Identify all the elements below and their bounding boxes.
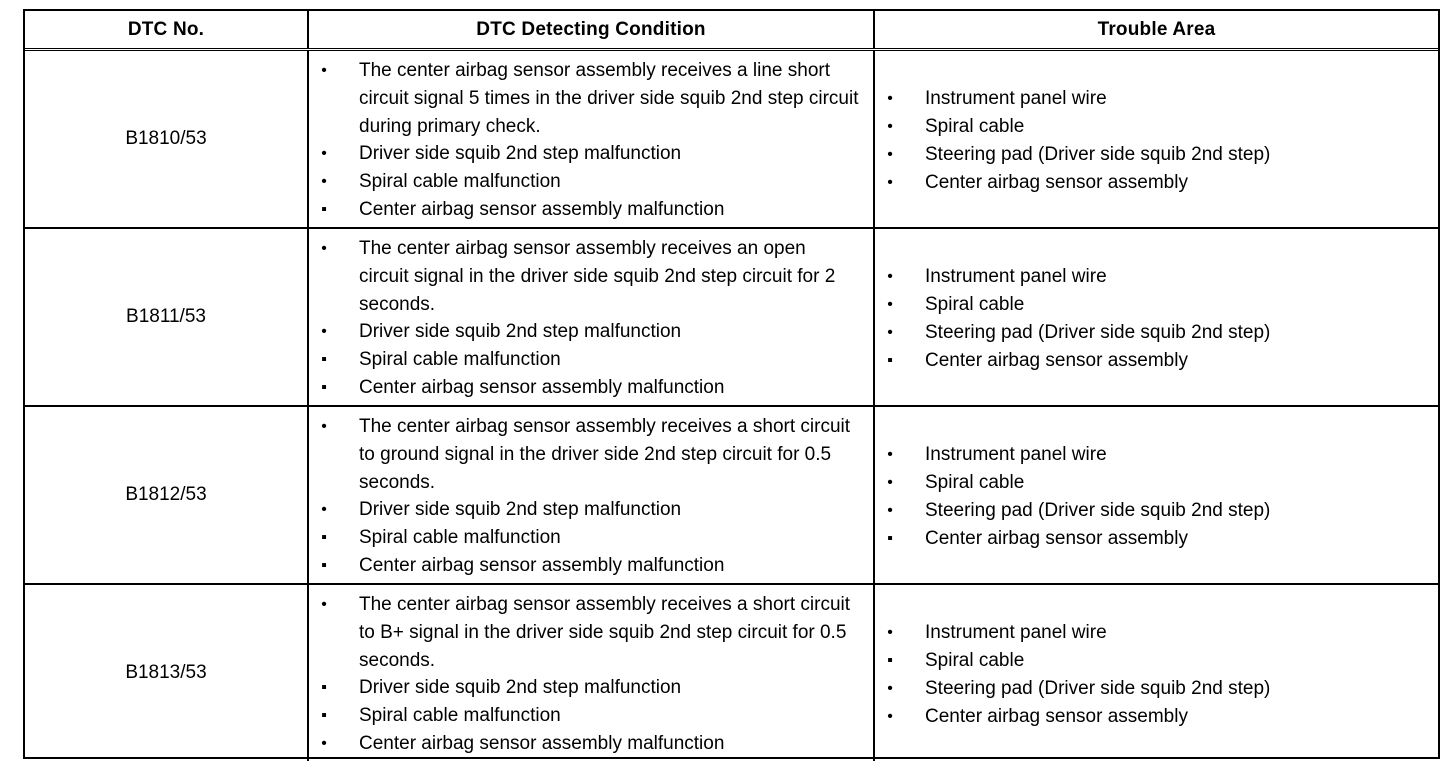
bullet-icon: • [887, 268, 893, 286]
list-item: • Center airbag sensor assembly [885, 169, 1270, 197]
list-item: ▪ Center airbag sensor assembly malfunction [319, 196, 867, 224]
condition-cell [309, 229, 875, 405]
condition-list [319, 591, 867, 758]
bullet-icon: ▪ [321, 351, 327, 369]
bullet-icon: • [887, 146, 893, 163]
condition-cell [309, 51, 875, 227]
trouble-area-list [885, 85, 1270, 196]
bullet-icon: • [887, 707, 893, 725]
list-item: ▪ Spiral cable [885, 647, 1270, 675]
table-row [25, 407, 1438, 585]
bullet-icon: • [321, 62, 327, 79]
list-item: • Steering pad (Driver side squib 2nd step) [885, 497, 1270, 525]
trouble-area-list [885, 619, 1270, 730]
condition-cell [309, 585, 875, 761]
list-item: • Driver side squib 2nd step malfunction [319, 318, 867, 346]
table-row [25, 51, 1438, 229]
bullet-icon: • [321, 418, 327, 435]
list-item: • Spiral cable [885, 113, 1270, 141]
header-dtc-no: DTC No. [25, 11, 309, 48]
bullet-icon: • [887, 118, 893, 136]
bullet-icon: • [887, 173, 893, 191]
bullet-icon: • [887, 324, 893, 341]
list-item: ▪ Spiral cable malfunction [319, 524, 867, 552]
dtc-table [23, 9, 1440, 759]
trouble-area-cell [875, 585, 1438, 761]
bullet-icon: • [321, 323, 327, 341]
list-item: ▪ Center airbag sensor assembly malfunction [319, 552, 867, 580]
condition-list [319, 235, 867, 402]
bullet-icon: ▪ [321, 529, 327, 547]
list-item: • Instrument panel wire [885, 619, 1270, 647]
dtc-code: B1813/53 [25, 585, 309, 761]
bullet-icon: • [887, 446, 893, 464]
trouble-area-list [885, 441, 1270, 552]
bullet-icon: • [887, 90, 893, 108]
list-item: • Spiral cable [885, 291, 1270, 319]
bullet-icon: • [321, 501, 327, 519]
list-item: • Center airbag sensor assembly malfunction [319, 730, 867, 758]
bullet-icon: • [321, 145, 327, 163]
list-item: ▪ Center airbag sensor assembly [885, 347, 1270, 375]
table-row [25, 585, 1438, 761]
bullet-icon: ▪ [887, 351, 893, 369]
list-item: • Steering pad (Driver side squib 2nd step) [885, 141, 1270, 169]
list-item: • The center airbag sensor assembly receives a line short circuit signal 5 times in the driver side squib 2nd step circuit during primary check. [319, 57, 867, 140]
trouble-area-cell [875, 229, 1438, 405]
table-row [25, 229, 1438, 407]
bullet-icon: • [887, 624, 893, 642]
list-item: ▪ Spiral cable malfunction [319, 346, 867, 374]
list-item: ▪ Spiral cable malfunction [319, 702, 867, 730]
dtc-code: B1810/53 [25, 51, 309, 227]
bullet-icon: ▪ [321, 679, 327, 697]
bullet-icon: • [321, 173, 327, 191]
condition-list [319, 57, 867, 224]
condition-list [319, 413, 867, 580]
bullet-icon: • [887, 474, 893, 492]
table-header-row [25, 11, 1438, 51]
list-item: ▪ Center airbag sensor assembly malfunction [319, 374, 867, 402]
condition-cell [309, 407, 875, 583]
list-item: • Driver side squib 2nd step malfunction [319, 496, 867, 524]
list-item: • Spiral cable [885, 469, 1270, 497]
bullet-icon: • [321, 596, 327, 613]
bullet-icon: • [321, 734, 327, 752]
bullet-icon: • [887, 502, 893, 519]
dtc-code: B1811/53 [25, 229, 309, 405]
bullet-icon: • [887, 296, 893, 314]
bullet-icon: ▪ [321, 707, 327, 725]
list-item: • Instrument panel wire [885, 263, 1270, 291]
bullet-icon: ▪ [321, 200, 327, 218]
bullet-icon: ▪ [321, 556, 327, 574]
list-item: ▪ Center airbag sensor assembly [885, 525, 1270, 553]
list-item: ▪ Driver side squib 2nd step malfunction [319, 674, 867, 702]
header-trouble-area: Trouble Area [1097, 18, 1216, 40]
bullet-icon: ▪ [887, 529, 893, 547]
bullet-icon: ▪ [887, 652, 893, 670]
list-item: • Steering pad (Driver side squib 2nd step) [885, 319, 1270, 347]
trouble-area-list [885, 263, 1270, 374]
list-item: • The center airbag sensor assembly receives a short circuit to ground signal in the driver side 2nd step circuit for 0.5 seconds. [319, 413, 867, 496]
trouble-area-cell [875, 407, 1438, 583]
list-item: • Steering pad (Driver side squib 2nd step) [885, 675, 1270, 703]
dtc-code: B1812/53 [25, 407, 309, 583]
list-item: • The center airbag sensor assembly receives a short circuit to B+ signal in the driver side squib 2nd step circuit for 0.5 seconds. [319, 591, 867, 674]
list-item: • Center airbag sensor assembly [885, 703, 1270, 731]
trouble-area-cell [875, 51, 1438, 227]
bullet-icon: ▪ [321, 378, 327, 396]
header-detecting-condition: DTC Detecting Condition [309, 11, 875, 48]
bullet-icon: • [887, 680, 893, 697]
bullet-icon: • [321, 240, 327, 257]
list-item: • Driver side squib 2nd step malfunction [319, 140, 867, 168]
list-item: • Spiral cable malfunction [319, 168, 867, 196]
list-item: • Instrument panel wire [885, 85, 1270, 113]
list-item: • Instrument panel wire [885, 441, 1270, 469]
list-item: • The center airbag sensor assembly receives an open circuit signal in the driver side squib 2nd step circuit for 2 seconds. [319, 235, 867, 318]
